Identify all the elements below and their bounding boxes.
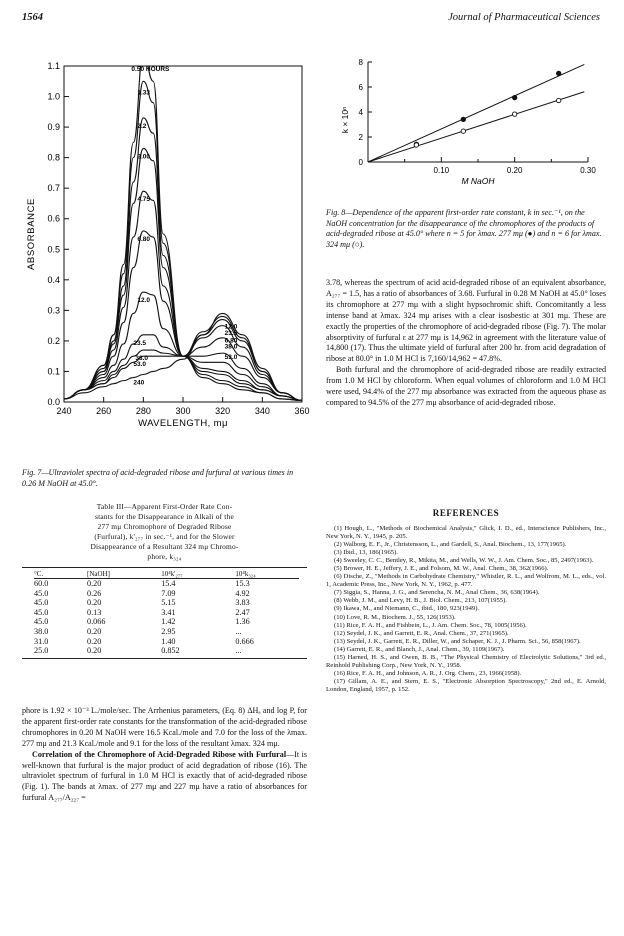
curve-label: 53.0 [133,361,147,369]
table-cell: 1.40 [161,636,176,646]
table-cell: 0.13 [87,607,102,617]
x-tick-label: 340 [254,406,270,416]
table-row [34,627,299,637]
reference-item: (2) Walborg, E. F., Jr., Christensson, L., and Gardell, S., Anal. Biochem., 13, 177(1965). [334,541,567,549]
table-cell: 0.666 [235,636,254,646]
table-header-cell: [NaOH] [87,570,110,578]
spectrum-curve [64,323,302,401]
table-cell: 2.95 [161,626,176,636]
curve-label: 6.80 [224,337,238,345]
reference-item: (12) Seydel, J. K., and Garrett, E. R., Anal. Chem., 37, 271(1965). [334,629,509,637]
page-number: 1564 [22,12,43,23]
reference-item: (13) Seydel, J. K., Garrett, E. R., Diller, W., and Schaper, K. J., J. Pharm. Sci., 56, 858(1967). [334,637,581,645]
body-paragraph: —It is well-known that furfural is the major product of acid degradation of ribose (16). The ultraviolet spectrum of furfural in 1.0 M HCl is exactly that of acid-degraded ribose (Fig. 1). The bands at λmax. of 277 mμ and 227 mμ have a ratio of absorbances for furfural A₂₇₇/A₂₂₇ = [22,749,307,803]
curve-label: 3.00 [137,153,150,161]
curve-label: 6.80 [137,235,150,243]
spectrum-curve [64,81,302,400]
fit-line [368,64,584,162]
y-tick-label: 1.0 [47,91,60,102]
y-tick-label: 0 [358,158,363,167]
curve-label: 23.5 [133,339,147,347]
y-tick-label: 0.9 [47,122,60,133]
y-tick-label: 1.1 [47,61,60,71]
references-heading: REFERENCES [432,508,500,518]
y-tick-label: 0.5 [47,244,60,255]
table-cell: 45.0 [34,598,49,608]
table-header-cell: 10⁴k'₂₇₇ [161,570,183,578]
table-3-title-line: (Furfural), k'₂₇₇ in sec.⁻¹, and for the Slower [94,532,235,541]
reference-item: (11) Rice, F. A. H., and Fishbein, L., J. Am. Chem. Soc., 78, 1005(1956). [334,621,527,629]
table-header-cell: °C. [34,570,44,578]
table-row [34,579,299,589]
table-cell: 60.0 [34,579,49,588]
reference-item: (8) Webb, J. M., and Levy, H. B., J. Biol. Chem., 213, 107(1955). [334,597,507,605]
table-cell: 45.0 [34,588,49,598]
spectrum-curve [64,320,302,401]
curve-label: 12.0 [137,297,150,305]
table-3 [22,502,307,659]
x-tick-label: 280 [135,406,151,416]
y-tick-label: 0.3 [47,305,60,316]
curve-label: 0.50 HOURS [131,66,170,73]
curve-label: 38.0 [224,343,238,351]
y-tick-label: 0.4 [47,274,60,285]
y-tick-label: 0.2 [47,335,60,346]
table-3-title-line: phore, k₃₂₄ [147,552,182,561]
reference-item: (17) Gillam, A. E., and Stern, E. S., "Electronic Absorption Spectroscopy," 2nd ed., E. Arnold, London, England, 1957, p. 152. [326,677,606,693]
table-cell: 7.09 [161,588,176,598]
table-cell: 0.26 [87,588,102,598]
reference-item: (16) Rice, F. A. H., and Johnson, A. R., J. Org. Chem., 23, 1966(1958). [334,669,522,677]
table-cell: 3.83 [235,598,250,608]
correlation-section [22,750,307,805]
fit-line [368,92,584,162]
table-row [34,646,299,656]
data-point [556,98,560,102]
reference-item: (10) Love, R. M., Biochem. J., 55, 126(1953). [334,613,456,621]
table-header-cell: 10⁴k₃₂₄ [235,570,256,578]
figure-8-rate-vs-naoh [336,52,606,202]
table-3-title-line: Table III—Apparent First-Order Rate Con- [96,502,233,511]
spectrum-curve [64,231,302,401]
y-tick-label: 2 [358,133,363,142]
body-paragraph: phore is 1.92 × 10⁻³ L./mole/sec. The Arrhenius parameters, (Eq. 8) ΔHₐ and log P, for the apparent first-order rate constants for the transformation of the acid-degraded ribose chromophores in 0.20 M NaOH were 16.5 Kcal./mole and 7.0 for the loss of the λmax. 277 mμ and 21.3 Kcal./mole and 9.1 for the loss of the resultant λmax. 324 mμ. [22,706,307,748]
spectrum-curve [64,60,302,400]
x-tick-label: 0.20 [506,166,523,175]
reference-item: (3) Ibid., 13, 186(1965). [334,549,398,557]
plot-frame [64,66,302,402]
data-point [512,95,516,99]
reference-item: (15) Harned, H. S., and Owen, B. B., "The Physical Chemistry of Electrolytic Solutions," 3rd ed., Reinhold Publishing Corp., New York, N. Y., 1958. [326,653,606,669]
reference-item: (7) Siggia, S., Hanna, J. G., and Serencha, N. M., Anal Chem., 36, 638(1964). [334,589,540,597]
data-point [512,112,516,116]
x-axis-label: WAVELENGTH, mμ [138,418,228,429]
section-heading: Correlation of the Chromophore of Acid-Degraded Ribose with Furfural [32,749,287,759]
x-tick-label: 0.10 [433,166,450,175]
table-cell: 0.20 [87,579,102,588]
curve-label: 4.75 [137,196,150,204]
curve-label: 1.33 [137,89,150,97]
table-3-title-line: Disappearance of a Resultant 324 mμ Chromo- [90,542,239,551]
table-row [34,598,299,608]
table-cell: 0.20 [87,646,102,656]
table-cell: 15.3 [235,579,250,588]
references-list [326,525,606,694]
table-cell: 1.36 [235,617,250,627]
reference-item: (4) Sweeley, C. C., Bentley, R., Mikita, M., and Wells, W. W., J. Am. Chem. Soc., 85, 2497(1963). [334,557,594,565]
y-axis-label: k × 10ⁿ [340,106,350,134]
x-tick-label: 0.30 [580,166,596,175]
reference-item: (5) Brower, H. E., Jeffery, J. E., and Folsom, M. W., Anal. Chem., 38, 362(1966). [334,565,549,573]
curve-label: 38.0 [135,355,149,363]
figure-8-caption: Fig. 8—Dependence of the apparent first-order rate constant, k in sec.⁻¹, on the NaOH concentration for the disappearance of the chromophores of the products of acid-degraded ribose at 45.0° where n = 5 for λmax. 277 mμ (●) and n = 6 for λmax. 324 mμ (○). [326,208,602,249]
x-tick-label: 260 [96,406,112,416]
table-cell: 0.20 [87,636,102,646]
table-row [34,637,299,647]
table-cell: 1.42 [161,617,176,627]
x-axis-label: M NaOH [461,176,495,186]
y-tick-label: 8 [358,58,363,67]
table-cell: 0.066 [87,617,106,627]
table-cell: 31.0 [34,636,49,646]
table-cell: 25.0 [34,646,49,656]
body-paragraph: Both furfural and the chromophore of acid-degraded ribose are readily extracted from 1.0 M HCl by chloroform. When equal volumes of chloroform and 1.0 M HCl were used, 94.4% of the 277 mμ absorbance was extracted from the aqueous phase as compared to 94.5% of the 277 mμ absorbance of acid-degraded ribose. [326,365,606,407]
y-tick-label: 0.8 [47,152,60,163]
table-cell: ... [235,626,242,636]
table-cell: 0.20 [87,626,102,636]
table-cell: 45.0 [34,607,49,617]
table-cell: 0.852 [161,646,180,656]
body-paragraph: 3.78, whereas the spectrum of acid acid-degraded ribose of an equivalent absorbance, A₂₇₇ = 1.5, has a ratio of absorbances of 3.68. Furfural in 0.28 M NaOH at 45.0° loses its chromophore at 277 mμ with a slight hypsochromic shift. Concomitantly a less intense band at λmax. 324 mμ arises with a clear isosbestic at 301 mμ. These are exactly the properties of the chromophore of acid-degraded ribose (Fig. 7). The molar absorptivity of furfural ε at 277 mμ is 14,962 in agreement with the literature value of 14,800 (17). Thus the ultimate yield of furfural after 200 hr. from acid degradation of ribose at 80.0° in 1.0 M HCl is 7,160/14,962 = 47.8%. [326,278,606,364]
data-point [461,129,465,133]
x-tick-label: 240 [56,406,72,416]
x-tick-label: 320 [215,406,231,416]
journal-title: Journal of Pharmaceutical Sciences [448,12,600,23]
table-3-title-line: 277 mμ Chromophore of Degraded Ribose [97,522,232,531]
table-row [34,608,299,618]
table-cell: ... [235,646,242,656]
curve-label: 240 [133,379,145,387]
y-axis-label: ABSORBANCE [26,198,37,270]
table-cell: 4.92 [235,588,250,598]
curve-label: 12.0 [224,323,238,331]
table-3-title-line: stants for the Disappearance in Alkali of the [95,512,234,521]
x-tick-label: 300 [175,406,191,416]
curve-label: 53.0 [224,354,238,362]
table-cell: 5.15 [161,598,176,608]
y-tick-label: 0.0 [47,397,60,407]
spectrum-curve [64,148,302,400]
reference-item: (1) Hough, L., "Methods of Biochemical Analysis," Glick, I. D., ed., Interscience Publishers, Inc., New York, N. Y., 1945, p. 205. [326,525,606,541]
y-tick-label: 0.7 [47,183,60,194]
table-cell: 15.4 [161,579,176,588]
spectrum-curve [64,191,302,400]
table-row [34,617,299,627]
table-cell: 2.47 [235,607,250,617]
table-cell: 0.20 [87,598,102,608]
y-tick-label: 4 [358,108,363,117]
y-tick-label: 0.1 [47,366,60,377]
curve-label: 2.2 [137,122,147,130]
figure-7-caption: Fig. 7—Ultraviolet spectra of acid-degraded ribose and furfural at various times in 0.26 M NaOH at 45.0°. [22,468,294,488]
reference-item: (14) Garrett, E. R., and Blanch, J., Anal. Chem., 39, 1109(1967). [334,645,505,653]
reference-item: (9) Ikawa, M., and Niemann, C., ibid., 180, 923(1949). [334,605,480,613]
data-point [556,71,560,75]
reference-item: (6) Dische, Z., "Methods in Carbohydrate Chemistry," Whistler, R. L., and Wolfrom, M. L., eds., vol. 1, Academic Press, Inc., New York, N. Y., 1962, p. 477. [326,573,606,589]
figure-7-uv-spectra [14,60,314,465]
x-tick-label: 360 [294,406,310,416]
table-row [34,589,299,599]
table-cell: 45.0 [34,617,49,627]
table-cell: 38.0 [34,626,49,636]
y-tick-label: 0.6 [47,213,60,224]
table-cell: 3.41 [161,607,176,617]
data-point [461,117,465,121]
table-3-grid [34,570,299,656]
curve-label: 23.5 [224,329,238,337]
y-tick-label: 6 [358,83,363,92]
spectrum-curve [64,118,302,401]
data-point [414,143,418,147]
